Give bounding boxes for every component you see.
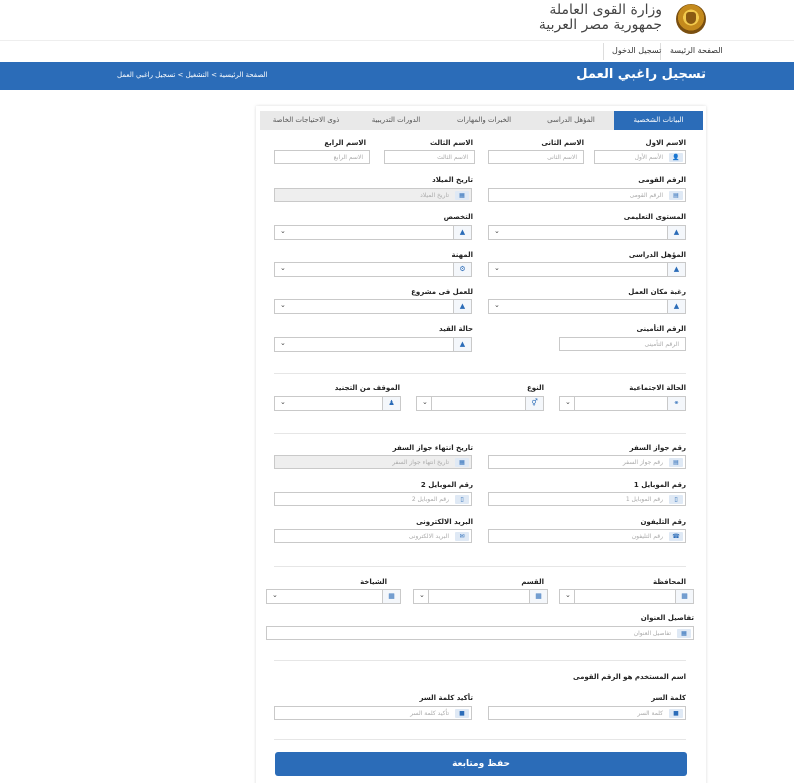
governorate-label: المحافظة [652, 578, 686, 586]
mobile1-placeholder: رقم الموبايل 1 [625, 496, 663, 503]
specialty-select[interactable] [274, 225, 472, 240]
user-icon: 👤 [669, 153, 683, 162]
chevron-down-icon: ⌄ [280, 227, 286, 235]
soldier-icon: ♟ [382, 397, 400, 410]
page-title: تسجيل راغبي العمل [576, 67, 706, 82]
second-name-label: الاسم الثانى [541, 139, 584, 147]
nav-home-link[interactable]: الصفحة الرئيسة [670, 46, 723, 55]
chevron-down-icon: ⌄ [422, 398, 428, 406]
username-note: اسم المستخدم هو الرقم القومى [572, 673, 686, 681]
ministry-name: وزارة القوى العاملة [549, 2, 662, 18]
section-divider [274, 660, 686, 661]
envelope-icon: ✉ [455, 532, 469, 541]
chevron-down-icon: ⌄ [419, 591, 425, 599]
chevron-down-icon: ⌄ [280, 339, 286, 347]
phone-field[interactable] [488, 529, 686, 543]
military-label: الموقف من التجنيد [334, 384, 400, 392]
edu-level-label: المستوى التعليمى [623, 213, 686, 221]
page-title-band [0, 62, 794, 90]
chevron-down-icon: ⌄ [280, 398, 286, 406]
phone-icon: ☎ [669, 532, 683, 541]
village-label: الشياخة [360, 578, 387, 586]
gender-select[interactable] [416, 396, 544, 411]
map-icon: ▦ [677, 629, 691, 638]
password-placeholder: كلمة السر [637, 710, 663, 717]
governorate-select[interactable] [559, 589, 694, 604]
insurance-no-label: الرقم التأمينى [636, 325, 686, 333]
second-name-placeholder: الاسم الثانى [547, 154, 577, 161]
email-label: البريد الالكترونى [416, 518, 473, 526]
fourth-name-field[interactable] [274, 150, 370, 164]
phone-label: رقم التليفون [640, 518, 686, 526]
work-place-label: رغبة مكان العمل [628, 288, 686, 296]
top-nav [0, 40, 794, 63]
mobile1-field[interactable] [488, 492, 686, 506]
calendar-icon: ▦ [455, 458, 469, 467]
graduation-cap-icon: ▲ [453, 226, 471, 239]
national-id-placeholder: الرقم القومى [629, 192, 663, 199]
chevron-down-icon: ⌄ [494, 264, 500, 272]
site-header [0, 0, 794, 40]
site-title [539, 3, 662, 33]
email-field[interactable] [274, 529, 472, 543]
project-work-label: للعمل فى مشروع [411, 288, 473, 296]
birth-date-field[interactable] [274, 188, 472, 202]
project-work-select[interactable] [274, 299, 472, 314]
qualification-select[interactable] [488, 262, 686, 277]
lock-icon: ■ [669, 709, 683, 718]
rings-icon: ⚭ [667, 397, 685, 410]
fourth-name-label: الاسم الرابع [324, 139, 366, 147]
district-select[interactable] [413, 589, 548, 604]
profession-label: المهنة [451, 251, 473, 259]
birth-date-label: تاريخ الميلاد [432, 176, 473, 184]
mobile1-label: رقم الموبايل 1 [633, 481, 686, 489]
graduation-cap-icon: ▲ [667, 226, 685, 239]
password-confirm-field[interactable] [274, 706, 472, 720]
chevron-down-icon: ⌄ [272, 591, 278, 599]
specialty-label: التخصص [443, 213, 473, 221]
passport-exp-label: تاريخ انتهاء جواز السفر [392, 444, 473, 452]
mobile2-field[interactable] [274, 492, 472, 506]
ministry-logo [676, 4, 706, 34]
address-field[interactable] [266, 626, 694, 640]
first-name-placeholder: الأسم الأول [634, 154, 663, 161]
password-field[interactable] [488, 706, 686, 720]
birth-date-placeholder: تاريخ الميلاد [420, 192, 449, 199]
tab-special-needs[interactable]: ذوى الاحتياجات الخاصة [272, 116, 340, 124]
graduation-cap-icon: ▲ [667, 263, 685, 276]
password-confirm-label: تأكيد كلمة السر [419, 694, 473, 702]
mobile2-placeholder: رقم الموبايل 2 [411, 496, 449, 503]
national-id-label: الرقم القومى [638, 176, 686, 184]
email-placeholder: البريد الالكترونى [408, 533, 449, 540]
graduation-cap-icon: ▲ [667, 300, 685, 313]
marital-label: الحالة الاجتماعية [629, 384, 686, 392]
mobile-icon: ▯ [669, 495, 683, 504]
military-select[interactable] [274, 396, 401, 411]
second-name-field[interactable] [488, 150, 584, 164]
chevron-down-icon: ⌄ [494, 227, 500, 235]
marital-select[interactable] [559, 396, 686, 411]
third-name-label: الاسم الثالث [430, 139, 473, 147]
insurance-no-field[interactable] [559, 337, 686, 351]
address-label: تفاصيل العنوان [640, 614, 694, 622]
chevron-down-icon: ⌄ [280, 301, 286, 309]
graduation-cap-icon: ▲ [453, 338, 471, 351]
national-id-field[interactable] [488, 188, 686, 202]
id-card-icon: ▤ [669, 458, 683, 467]
tab-training-courses[interactable]: الدورات التدريبية [371, 116, 421, 124]
phone-placeholder: رقم التليفون [631, 533, 663, 540]
work-place-select[interactable] [488, 299, 686, 314]
enroll-status-label: حالة القيد [439, 325, 473, 333]
select-divider [574, 590, 575, 603]
chevron-down-icon: ⌄ [565, 398, 571, 406]
country-name: جمهورية مصر العربية [538, 17, 662, 33]
password-label: كلمة السر [651, 694, 686, 702]
tab-experience-skills[interactable]: الخبرات والمهارات [456, 116, 512, 124]
map-icon: ▦ [675, 590, 693, 603]
section-divider [274, 373, 686, 374]
village-select[interactable] [266, 589, 401, 604]
gears-icon: ⚙ [453, 263, 471, 276]
chevron-down-icon: ⌄ [494, 301, 500, 309]
calendar-icon: ▦ [455, 191, 469, 200]
graduation-cap-icon: ▲ [453, 300, 471, 313]
section-divider [274, 739, 686, 740]
gender-label: النوع [526, 384, 544, 392]
district-label: القسم [521, 578, 544, 586]
tab-qualification[interactable]: المؤهل الدراسى [547, 116, 595, 124]
passport-no-label: رقم جواز السفر [629, 444, 686, 452]
gender-icon: ⚥ [525, 397, 543, 410]
passport-exp-placeholder: تاريخ انتهاء جواز السفر [392, 459, 449, 466]
chevron-down-icon: ⌄ [565, 591, 571, 599]
passport-no-field[interactable] [488, 455, 686, 469]
enroll-status-select[interactable] [274, 337, 472, 352]
id-card-icon: ▤ [669, 191, 683, 200]
insurance-no-placeholder: الرقم التأمينى [644, 341, 679, 348]
form-tabs [260, 111, 703, 130]
fourth-name-placeholder: الاسم الرابع [333, 154, 363, 161]
password-confirm-placeholder: تأكيد كلمة السر [410, 710, 449, 717]
section-divider [274, 433, 686, 434]
lock-icon: ■ [455, 709, 469, 718]
edu-level-select[interactable] [488, 225, 686, 240]
breadcrumb[interactable]: الصفحة الرئيسية > التشغيل > تسجيل راغبي العمل [117, 71, 268, 79]
section-divider [274, 566, 686, 567]
save-continue-button[interactable]: حفظ ومتابعة [275, 752, 687, 776]
mobile2-label: رقم الموبايل 2 [420, 481, 473, 489]
chevron-down-icon: ⌄ [280, 264, 286, 272]
select-divider [431, 397, 432, 410]
select-divider [428, 590, 429, 603]
tab-personal-data[interactable]: البيانات الشخصية [614, 111, 703, 130]
map-icon: ▦ [529, 590, 547, 603]
address-placeholder: تفاصيل العنوان [633, 630, 671, 637]
map-icon: ▦ [382, 590, 400, 603]
third-name-placeholder: الاسم الثالث [437, 154, 468, 161]
first-name-label: الاسم الاول [645, 139, 686, 147]
passport-no-placeholder: رقم جواز السفر [622, 459, 663, 466]
profession-select[interactable] [274, 262, 472, 277]
select-divider [574, 397, 575, 410]
nav-login-link[interactable]: تسجيل الدخول [612, 46, 662, 55]
mobile-icon: ▯ [455, 495, 469, 504]
nav-divider [603, 43, 604, 60]
qualification-label: المؤهل الدراسى [628, 251, 686, 259]
passport-exp-field[interactable] [274, 455, 472, 469]
first-name-field[interactable] [594, 150, 686, 164]
third-name-field[interactable] [384, 150, 475, 164]
